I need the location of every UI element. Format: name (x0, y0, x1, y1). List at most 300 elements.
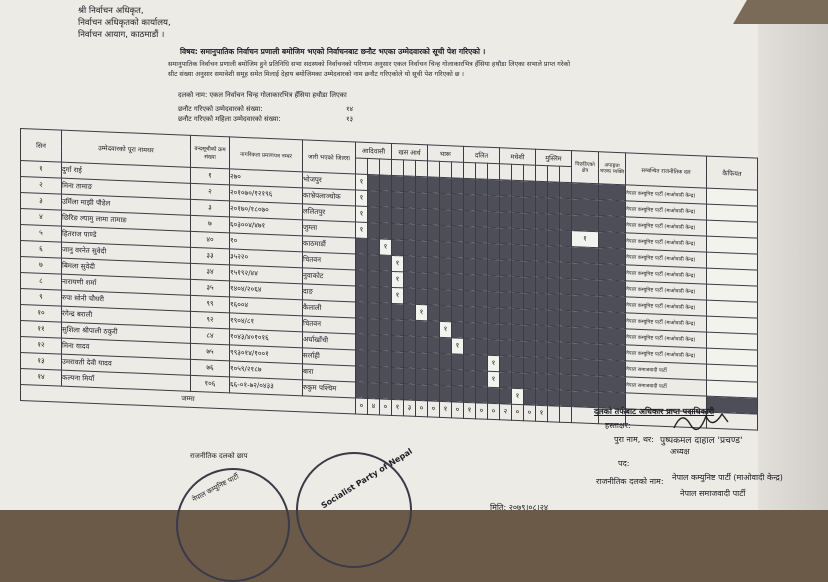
cell-category (560, 246, 572, 262)
cell-category (452, 354, 464, 370)
subject-line: विषय: समानुपातिक निर्वाचन प्रणाली बमोजिम भएको निर्वाचनबाट छनौट भएका उम्मेदवारको सूची पेश गरिएको । (180, 47, 486, 56)
cell-category (392, 319, 404, 335)
cell-category (560, 326, 572, 342)
cell-category (404, 192, 416, 208)
cell-category: १ (392, 287, 404, 303)
cell-district: चितवन (303, 252, 356, 270)
cell-list-no: १ (191, 167, 230, 185)
cell-category (428, 385, 440, 401)
cell-category (500, 308, 512, 324)
cell-category (512, 260, 524, 276)
cell-category (464, 306, 476, 322)
cell-category (464, 226, 476, 242)
header-list-no: बन्दसूचीको क्रम संख्या (191, 135, 230, 169)
subheader-cell (392, 159, 404, 175)
cell-category (416, 272, 428, 288)
totals-label: जम्मा (21, 385, 356, 414)
totals-cell: १ (392, 399, 404, 415)
cell-category (476, 323, 488, 339)
cell-category (356, 382, 368, 398)
cell-category (392, 175, 404, 191)
cell-category (380, 367, 392, 383)
cell-party: नेपाल कम्युनिष्ट पार्टी (माओवादी केन्द्र) (626, 265, 707, 284)
cell-category (536, 197, 548, 213)
cell-category (380, 191, 392, 207)
cell-category (416, 288, 428, 304)
cell-list-no: ३३ (191, 247, 230, 265)
cell-category (452, 370, 464, 386)
cell-category (452, 274, 464, 290)
cell-category (548, 214, 560, 230)
cell-list-no: ३ (191, 199, 230, 217)
cell-party: नेपाल कम्युनिष्ट पार्टी (माओवादी केन्द्र) (626, 297, 707, 316)
totals-cell: ० (452, 402, 464, 418)
cell-category (416, 336, 428, 352)
cell-category (548, 342, 560, 358)
cell-category: १ (356, 206, 368, 222)
document-date: मिति: २०७९।०८।२४ (490, 503, 549, 512)
cell-category: १ (356, 222, 368, 238)
cell-category (452, 258, 464, 274)
cell-category (452, 386, 464, 402)
cell-category (548, 326, 560, 342)
cell-category (536, 341, 548, 357)
cell-name: दुर्गा राई (62, 162, 191, 183)
cell-category (512, 276, 524, 292)
cell-category (476, 259, 488, 275)
cell-district: सर्लाही (303, 348, 356, 366)
cell-category (440, 305, 452, 321)
cell-category (536, 181, 548, 197)
cell-category (476, 195, 488, 211)
cell-disabled (599, 312, 626, 329)
cell-list-no: ८४ (191, 327, 230, 345)
cell-category (500, 244, 512, 260)
cell-citizenship: ६६-०१-७२/०४३३ (230, 377, 303, 396)
cell-category (500, 340, 512, 356)
cell-category (380, 271, 392, 287)
cell-party: नेपाल समाजवादी पार्टी (626, 361, 707, 380)
cell-category (512, 356, 524, 372)
cell-category (536, 373, 548, 389)
cell-category (512, 212, 524, 228)
totals-cell: ४ (368, 398, 380, 414)
cell-citizenship: ९९३०१४/१००१ (230, 345, 303, 364)
cell-category (464, 354, 476, 370)
cell-category (464, 194, 476, 210)
cell-category (368, 366, 380, 382)
cell-category (524, 197, 536, 213)
cell-category (500, 228, 512, 244)
cell-category (380, 223, 392, 239)
subheader-cell (404, 160, 416, 176)
cell-category (536, 357, 548, 373)
party-stamp-2 (296, 446, 414, 568)
cell-category (404, 320, 416, 336)
women-count-value: १३ (346, 115, 354, 123)
cell-category (512, 324, 524, 340)
cell-district: अर्घाखाँची (303, 332, 356, 350)
party-value-2: नेपाल समाजवादी पार्टी (680, 489, 746, 498)
cell-district: रुकुम पश्चिम (303, 380, 356, 398)
cell-category (380, 319, 392, 335)
cell-citizenship: २७० (230, 169, 303, 188)
subheader-cell (368, 158, 380, 174)
subheader-cell (380, 159, 392, 175)
cell-category (536, 213, 548, 229)
cell-category (356, 286, 368, 302)
cell-name: उर्मिला माझी पौडेल (62, 194, 191, 215)
cell-category: १ (440, 321, 452, 337)
cell-district: कैलाली (303, 300, 356, 318)
cell-district: जुम्ला (303, 220, 356, 238)
cell-category (428, 209, 440, 225)
cell-party: नेपाल कम्युनिष्ट पार्टी (माओवादी केन्द्र) (626, 329, 707, 348)
cell-category (392, 303, 404, 319)
subheader-cell (560, 166, 572, 182)
cell-disabled (599, 280, 626, 297)
cell-citizenship: १९०४/८१ (230, 313, 303, 332)
subheader-cell (476, 163, 488, 179)
cell-category (488, 387, 500, 403)
cell-category (524, 325, 536, 341)
cell-category (536, 277, 548, 293)
cell-sn: ४ (21, 209, 62, 227)
cell-category (500, 324, 512, 340)
cell-category (536, 245, 548, 261)
cell-category: १ (512, 388, 524, 404)
header-group-4: दलित (464, 146, 500, 163)
cell-category (560, 198, 572, 214)
cell-category (560, 214, 572, 230)
cell-sn: ११ (21, 321, 62, 339)
cell-category (488, 275, 500, 291)
cell-backward (572, 279, 599, 296)
header-group-1: आदिवासी (356, 142, 392, 159)
cell-category (512, 196, 524, 212)
cell-category (512, 372, 524, 388)
cell-citizenship: १०४३/४०१०१६ (230, 329, 303, 348)
total-count-label: छनौट गरिएको उम्मेदवारको संख्या: (178, 105, 263, 113)
post-value: अध्यक्ष (670, 447, 690, 456)
cell-party: नेपाल कम्युनिष्ट पार्टी (माओवादी केन्द्र) (626, 313, 707, 332)
cell-name: छिरिङ ल्यामु लामा तामाङ (62, 210, 191, 231)
cell-category (464, 386, 476, 402)
cell-district: नुवाकोट (303, 268, 356, 286)
cell-category (428, 337, 440, 353)
body-line-1: समानुपातिक निर्वाचन प्रणाली बमोजिम हुने प्रतिनिधि सभा सदस्यको निर्वाचनको परिणाम अनुसार एकल निर्वाचन चिन्ह गोलाकारभित्र हँसिया हथौडा लिएका सभाले प्राप्त गरेको (168, 60, 571, 68)
cell-party: नेपाल कम्युनिष्ट पार्टी (माओवादी केन्द्र) (626, 201, 707, 220)
cell-category (380, 287, 392, 303)
subheader-cell (428, 161, 440, 177)
cell-category (416, 384, 428, 400)
cell-category (536, 389, 548, 405)
cell-backward (572, 343, 599, 360)
cell-disabled (599, 184, 626, 201)
totals-cell: ० (416, 400, 428, 416)
cell-sn: ५ (21, 225, 62, 243)
cell-category (488, 211, 500, 227)
cell-citizenship: ६०३००४/४७१ (230, 217, 303, 236)
cell-category (428, 257, 440, 273)
cell-category (404, 288, 416, 304)
cell-category (368, 254, 380, 270)
cell-category (476, 179, 488, 195)
cell-category (440, 177, 452, 193)
totals-cell: १ (464, 402, 476, 418)
cell-name: कल्पना मियाँ (62, 370, 191, 391)
cell-category (500, 292, 512, 308)
cell-category (488, 259, 500, 275)
cell-list-no: ४० (191, 231, 230, 249)
cell-category (416, 368, 428, 384)
cell-sn: १३ (21, 353, 62, 371)
cell-category (392, 383, 404, 399)
cell-category (380, 351, 392, 367)
header-name: उम्मेदवारको पूरा नामथर (62, 130, 191, 167)
women-count-line (178, 114, 354, 123)
address-line-2: निर्वाचन अधिकृतको कार्यालय, (78, 18, 171, 28)
cell-category: १ (488, 371, 500, 387)
cell-name: नारायणी शर्मा (62, 274, 191, 295)
header-disabled: अपाङ्गता भएका व्यक्ति (599, 152, 626, 185)
cell-category (416, 320, 428, 336)
handwritten-signature (672, 408, 732, 434)
cell-category (428, 289, 440, 305)
cell-category (440, 273, 452, 289)
cell-category (560, 182, 572, 198)
cell-category (488, 243, 500, 259)
cell-category (452, 226, 464, 242)
cell-category (512, 244, 524, 260)
cell-category (404, 272, 416, 288)
cell-category (536, 325, 548, 341)
cell-category (452, 290, 464, 306)
cell-party: नेपाल कम्युनिष्ट पार्टी (माओवादी केन्द्र) (626, 249, 707, 268)
cell-category (548, 198, 560, 214)
cell-list-no: ७ (191, 215, 230, 233)
cell-category (512, 308, 524, 324)
cell-district: काठमाडौं (303, 236, 356, 254)
cell-category (356, 254, 368, 270)
cell-category (440, 369, 452, 385)
header-group-2: खस आर्य (392, 143, 428, 160)
cell-category (452, 210, 464, 226)
cell-backward (572, 375, 599, 392)
cell-category: १ (392, 271, 404, 287)
cell-category (500, 356, 512, 372)
cell-category (560, 278, 572, 294)
cell-category (476, 355, 488, 371)
cell-category: १ (392, 255, 404, 271)
cell-disabled (599, 360, 626, 377)
stamp-2-text: Socialist Party of Nepal (319, 446, 414, 511)
cell-disabled (599, 344, 626, 361)
header-citizenship: नागरिकता प्रमाणपत्र नम्बर (230, 137, 303, 172)
cell-category (524, 181, 536, 197)
cell-category (548, 230, 560, 246)
cell-category: १ (380, 239, 392, 255)
cell-category (404, 176, 416, 192)
cell-district: ललितपुर (303, 204, 356, 222)
cell-list-no: ७६ (191, 359, 230, 377)
cell-category (476, 371, 488, 387)
cell-disabled (599, 200, 626, 217)
totals-cell: ० (524, 405, 536, 421)
cell-citizenship: २०१७०/१८०७० (230, 201, 303, 220)
cell-category (512, 340, 524, 356)
cell-category (404, 224, 416, 240)
total-count-line (178, 104, 354, 113)
cell-category (560, 262, 572, 278)
subheader-cell (524, 165, 536, 181)
cell-backward (572, 183, 599, 200)
cell-category (356, 366, 368, 382)
cell-category (428, 241, 440, 257)
cell-category (356, 302, 368, 318)
cell-name: मिना यादव (62, 338, 191, 359)
cell-disabled (599, 328, 626, 345)
cell-category: १ (488, 355, 500, 371)
totals-cell: ० (512, 404, 524, 420)
cell-category (356, 318, 368, 334)
cell-disabled (599, 248, 626, 265)
post-label: पद: (618, 459, 630, 468)
cell-backward: १ (572, 231, 599, 248)
cell-party: नेपाल कम्युनिष्ट पार्टी (माओवादी केन्द्र) (626, 217, 707, 236)
cell-category (524, 309, 536, 325)
cell-category (404, 368, 416, 384)
cell-category (512, 228, 524, 244)
header-district: जारी भएको जिल्ला (303, 140, 356, 174)
cell-disabled (599, 376, 626, 393)
totals-cell: ० (356, 398, 368, 414)
cell-category (548, 278, 560, 294)
cell-category (536, 229, 548, 245)
signatory-title: दलको तर्फबाट अधिकार प्राप्त पदाधिकारी (594, 407, 715, 416)
cell-list-no: ७५ (191, 343, 230, 361)
cell-category (560, 310, 572, 326)
totals-cell: ० (380, 399, 392, 415)
stamp-1-text: नेपाल कम्युनिष्ट पार्टी (190, 472, 241, 504)
cell-category (500, 260, 512, 276)
header-group-5: मधेशी (500, 148, 536, 165)
cell-category (380, 255, 392, 271)
cell-list-no: २ (191, 183, 230, 201)
cell-category (488, 323, 500, 339)
cell-list-no: ३४ (191, 263, 230, 281)
cell-name: जानु वरनेत सुवेदी (62, 242, 191, 263)
cell-category (488, 195, 500, 211)
subheader-cell (440, 161, 452, 177)
cell-category (464, 370, 476, 386)
cell-citizenship: १० (230, 233, 303, 252)
cell-category (428, 321, 440, 337)
party-value-1: नेपाल कम्युनिष्ट पार्टी (माओवादी केन्द्र) (672, 473, 783, 482)
cell-category (524, 389, 536, 405)
cell-party: नेपाल कम्युनिष्ट पार्टी (माओवादी केन्द्र) (626, 281, 707, 300)
cell-category (488, 227, 500, 243)
cell-category (548, 390, 560, 406)
cell-sn: २ (21, 177, 62, 195)
cell-category (524, 261, 536, 277)
cell-sn: ६ (21, 241, 62, 259)
cell-category (488, 339, 500, 355)
cell-disabled (599, 296, 626, 313)
cell-name: हितराज पाण्डे (62, 226, 191, 247)
subheader-cell (536, 165, 548, 181)
address-line-3: निर्वाचन आयाग, काठमाडौं । (78, 30, 165, 40)
cell-category (440, 209, 452, 225)
cell-category (392, 335, 404, 351)
header-remarks: कैफियत (707, 156, 758, 190)
total-count-value: १४ (346, 105, 354, 113)
party-name-line: दलको नाम: एकल निर्वाचन चिन्ह गोलाकारभित्र हँसिया हथौडा लिएका (178, 91, 347, 99)
cell-category (476, 211, 488, 227)
cell-name: उमरावती देवी यादव (62, 354, 191, 375)
cell-category (428, 273, 440, 289)
cell-backward (572, 215, 599, 232)
cell-category (560, 358, 572, 374)
cell-category (548, 246, 560, 262)
cell-category (536, 309, 548, 325)
cell-category (392, 223, 404, 239)
cell-citizenship: १४०४/२०६४ (230, 281, 303, 300)
cell-citizenship: १५१९२/४४ (230, 265, 303, 284)
cell-category: १ (356, 190, 368, 206)
address-line-1: श्री निर्वाचन अधिकृत, (78, 6, 144, 16)
cell-category (368, 334, 380, 350)
cell-category (548, 310, 560, 326)
cell-category (500, 212, 512, 228)
header-group-6: मुस्लिम (536, 149, 572, 166)
cell-category (404, 208, 416, 224)
header-backward-area: पिछडिएको क्षेत्र (572, 151, 599, 184)
name-label: पुरा नाम, थर: (614, 435, 654, 444)
cell-category (524, 373, 536, 389)
header-party: सम्बन्धित राजनीतिक दल (626, 153, 707, 188)
cell-category (416, 240, 428, 256)
cell-category (368, 382, 380, 398)
header-sn: सिनं (21, 129, 62, 163)
cell-sn: ३ (21, 193, 62, 211)
cell-category (452, 178, 464, 194)
cell-category (524, 229, 536, 245)
cell-category (464, 274, 476, 290)
cell-category (440, 385, 452, 401)
cell-category (428, 177, 440, 193)
cell-category (368, 270, 380, 286)
cell-list-no: ९२ (191, 311, 230, 329)
name-value: पुष्पकमल दाहाल 'प्रचण्ड' (660, 436, 743, 446)
cell-category (560, 342, 572, 358)
cell-category (548, 262, 560, 278)
cell-category (428, 369, 440, 385)
totals-cell: ० (428, 401, 440, 417)
cell-category (440, 257, 452, 273)
cell-category (416, 176, 428, 192)
cell-category (536, 261, 548, 277)
cell-category (476, 307, 488, 323)
cell-category (380, 207, 392, 223)
cell-category (380, 383, 392, 399)
cell-category (428, 305, 440, 321)
cell-category (368, 350, 380, 366)
cell-backward (572, 327, 599, 344)
body-line-2: सीट संख्या अनुसार समावेशी समूह समेत मिलाई देहाय बमोजिमका उम्मेदवारको नाम छनौट गरिएकोले यो सूची पेश गरिएको छ । (168, 70, 464, 78)
cell-name: मिना तामाङ (62, 178, 191, 199)
cell-category (560, 294, 572, 310)
